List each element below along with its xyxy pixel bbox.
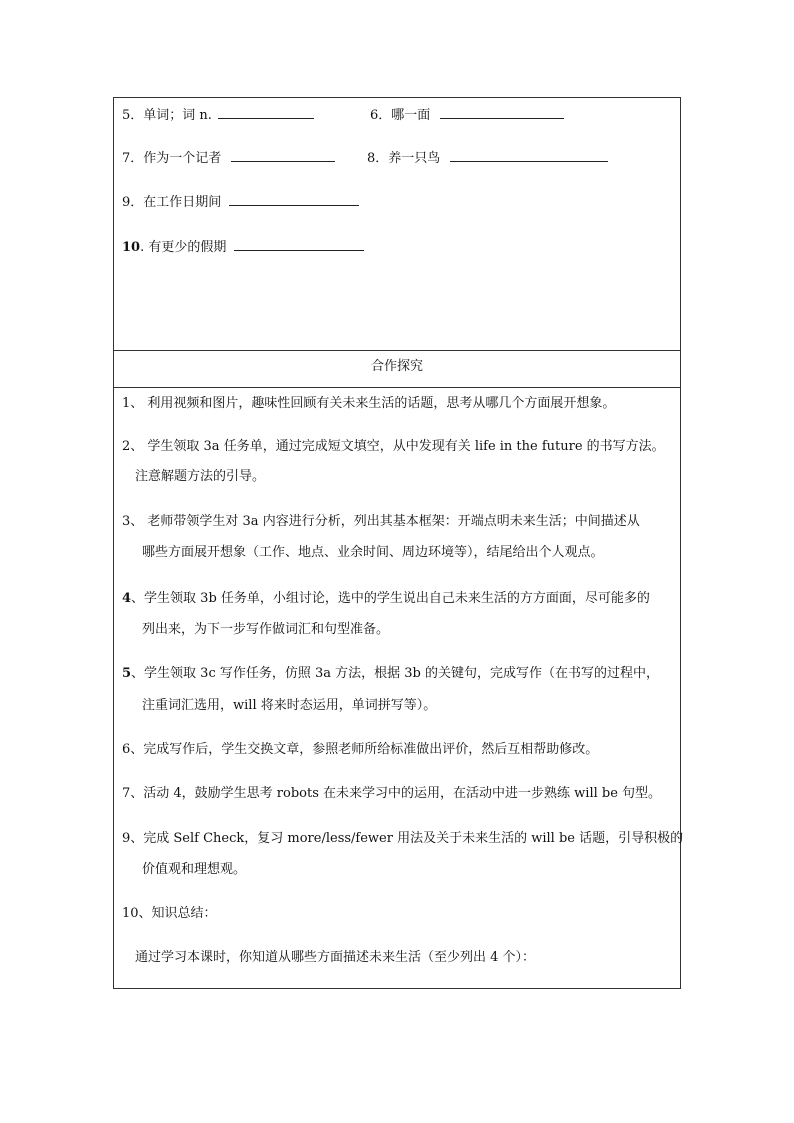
answer-blank-8[interactable] bbox=[450, 149, 608, 162]
answer-blank-7[interactable] bbox=[231, 149, 335, 162]
vocab-item-8-label: 8．养一只鸟 bbox=[367, 151, 441, 166]
step-4-number: 4 bbox=[122, 591, 132, 606]
step-9-line-2: 价值观和理想观。 bbox=[142, 862, 247, 877]
step-9-line-1: 9、完成 Self Check，复习 more/less/fewer 用法及关于未来生活的 will be 话题，引导积极的 bbox=[122, 831, 684, 846]
vocab-item-10-label: . 有更少的假期 bbox=[140, 240, 227, 255]
vocab-item-7-label: 7．作为一个记者 bbox=[122, 151, 222, 166]
section-header: 合作探究 bbox=[114, 351, 680, 388]
step-3-line-2: 哪些方面展开想象（工作、地点、业余时间、周边环境等），结尾给出个人观点。 bbox=[142, 545, 604, 560]
step-1: 1、 利用视频和图片，趣味性回顾有关未来生活的话题，思考从哪几个方面展开想象。 bbox=[122, 396, 616, 411]
vocab-item-5 bbox=[122, 106, 314, 125]
step-10-prompt: 通过学习本课时，你知道从哪些方面描述未来生活（至少列出 4 个）： bbox=[135, 950, 536, 965]
step-4-line-1 bbox=[122, 590, 650, 608]
vocab-item-5-label: 5．单词；词 n. bbox=[122, 108, 212, 123]
step-5-text: 、学生领取 3c 写作任务，仿照 3a 方法，根据 3b 的关键句，完成写作（在书写的过程中， bbox=[131, 666, 660, 681]
step-5-number: 5 bbox=[122, 666, 132, 681]
vocab-item-10 bbox=[122, 238, 364, 257]
step-4-text: 、学生领取 3b 任务单，小组讨论，选中的学生说出自己未来生活的方方面面，尽可能多的 bbox=[131, 591, 650, 606]
step-5-line-1 bbox=[122, 665, 659, 683]
step-2-line-1: 2、 学生领取 3a 任务单，通过完成短文填空，从中发现有关 life in the future 的书写方法。 bbox=[122, 439, 665, 454]
answer-blank-10[interactable] bbox=[234, 238, 364, 251]
step-5-line-2: 注重词汇选用，will 将来时态运用，单词拼写等）。 bbox=[142, 698, 437, 713]
answer-blank-6[interactable] bbox=[440, 106, 564, 119]
vocab-item-8 bbox=[367, 149, 608, 168]
answer-blank-9[interactable] bbox=[229, 193, 359, 206]
step-7: 7、活动 4，鼓励学生思考 robots 在未来学习中的运用，在活动中进一步熟练 will be 句型。 bbox=[122, 786, 662, 801]
lesson-table bbox=[113, 97, 684, 989]
answer-blank-5[interactable] bbox=[218, 106, 314, 119]
step-3-line-1: 3、 老师带领学生对 3a 内容进行分析，列出其基本框架：开端点明未来生活；中间描述从 bbox=[122, 514, 640, 529]
vocab-item-7 bbox=[122, 149, 335, 168]
vocab-item-10-number: 10 bbox=[122, 240, 141, 255]
step-10: 10、知识总结： bbox=[122, 906, 217, 921]
steps-cell bbox=[114, 388, 684, 988]
step-4-line-2: 列出来，为下一步写作做词汇和句型准备。 bbox=[142, 622, 390, 637]
vocab-cell bbox=[114, 98, 680, 351]
vocab-item-9-label: 9．在工作日期间 bbox=[122, 195, 222, 210]
step-6: 6、完成写作后，学生交换文章，参照老师所给标准做出评价，然后互相帮助修改。 bbox=[122, 742, 599, 757]
vocab-item-9 bbox=[122, 193, 359, 212]
vocab-item-6-label: 6．哪一面 bbox=[370, 108, 431, 123]
vocab-item-6 bbox=[370, 106, 564, 125]
step-2-line-2: 注意解题方法的引导。 bbox=[135, 469, 266, 484]
